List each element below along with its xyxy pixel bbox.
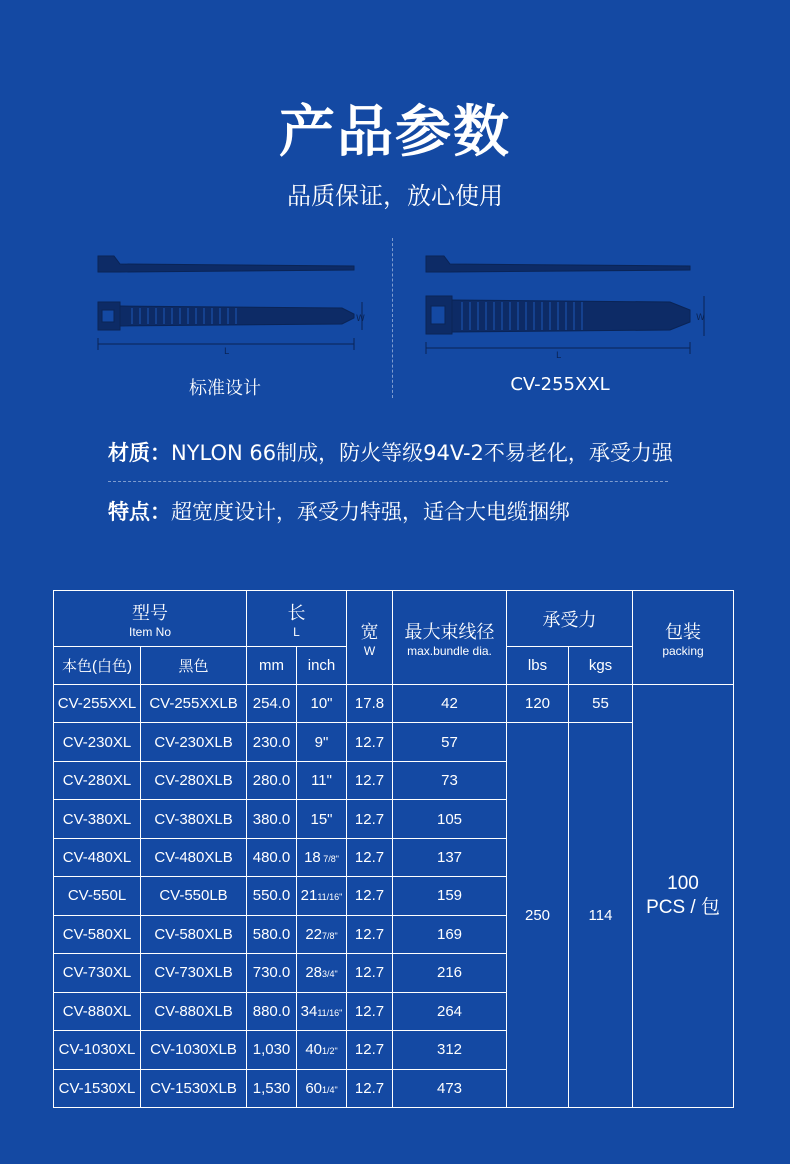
kgs-header: kgs [569,647,633,685]
length-mm: 1,030 [247,1031,297,1069]
length-mm: 480.0 [247,838,297,876]
length-mm: 730.0 [247,954,297,992]
bundle-value: 169 [393,915,507,953]
bundle-value: 473 [393,1069,507,1107]
page-title: 产品参数 [279,100,511,165]
length-mm: 1,530 [247,1069,297,1107]
length-inch: 11" [297,761,347,799]
natural-model: CV-580XL [54,915,141,953]
strength-lbs: 250 [507,723,569,1108]
packing-header: 包装 packing [633,591,734,685]
strength-header: 承受力 [507,591,633,647]
standard-design-label: 标准设计 [189,378,261,399]
spec-table [53,590,734,1108]
table-row [54,723,734,761]
table-row [54,685,734,723]
material-key: 材质： [108,441,171,465]
bundle-value: 137 [393,838,507,876]
black-model: CV-880XLB [141,992,247,1030]
natural-model: CV-1030XL [54,1031,141,1069]
page-subtitle: 品质保证，放心使用 [287,182,503,210]
xxl-tie-diagram [420,244,720,368]
width-value: 12.7 [347,1069,393,1107]
l-mark: L [224,347,230,357]
black-model: CV-230XLB [141,723,247,761]
black-model: CV-550LB [141,877,247,915]
bundle-value: 42 [393,685,507,723]
table-header-row-1 [54,591,734,647]
black-model: CV-480XLB [141,838,247,876]
natural-model: CV-880XL [54,992,141,1030]
length-mm: 880.0 [247,992,297,1030]
width-value: 17.8 [347,685,393,723]
feature-spec [108,496,570,526]
length-inch: 283/4" [297,954,347,992]
strength-lbs: 120 [507,685,569,723]
black-model: CV-730XLB [141,954,247,992]
length-inch: 10" [297,685,347,723]
length-inch: 9" [297,723,347,761]
material-spec [108,437,673,467]
black-model: CV-280XLB [141,761,247,799]
spec-divider [108,481,668,482]
natural-model: CV-480XL [54,838,141,876]
length-inch: 227/8" [297,915,347,953]
natural-color-header: 本色(白色) [54,647,141,685]
length-inch: 18 7/8" [297,838,347,876]
length-mm: 380.0 [247,800,297,838]
black-header: 黑色 [141,647,247,685]
length-mm: 230.0 [247,723,297,761]
length-mm: 280.0 [247,761,297,799]
width-value: 12.7 [347,723,393,761]
mm-header: mm [247,647,297,685]
width-value: 12.7 [347,1031,393,1069]
packing-value: 100 PCS / 包 [633,685,734,1108]
bundle-value: 57 [393,723,507,761]
natural-model: CV-380XL [54,800,141,838]
feature-key: 特点： [108,500,171,524]
black-model: CV-1030XLB [141,1031,247,1069]
width-value: 12.7 [347,992,393,1030]
width-value: 12.7 [347,838,393,876]
black-model: CV-580XLB [141,915,247,953]
bundle-value: 216 [393,954,507,992]
width-value: 12.7 [347,800,393,838]
black-model: CV-380XLB [141,800,247,838]
natural-model: CV-1530XL [54,1069,141,1107]
model-header: 型号 Item No [54,591,247,647]
black-model: CV-1530XLB [141,1069,247,1107]
width-value: 12.7 [347,761,393,799]
material-value: NYLON 66制成，防火等级94V-2不易老化，承受力强 [171,441,673,465]
inch-header: inch [297,647,347,685]
natural-model: CV-230XL [54,723,141,761]
bundle-value: 312 [393,1031,507,1069]
bundle-value: 264 [393,992,507,1030]
black-model: CV-255XXLB [141,685,247,723]
bundle-value: 159 [393,877,507,915]
length-inch: 601/4" [297,1069,347,1107]
length-mm: 254.0 [247,685,297,723]
natural-model: CV-280XL [54,761,141,799]
strength-kgs: 114 [569,723,633,1108]
bundle-header: 最大束线径 max.bundle dia. [393,591,507,685]
natural-model: CV-255XXL [54,685,141,723]
lbs-header: lbs [507,647,569,685]
xxl-model-label: CV-255XXL [510,374,610,395]
bundle-value: 105 [393,800,507,838]
length-inch: 401/2" [297,1031,347,1069]
width-value: 12.7 [347,877,393,915]
diagram-divider [392,238,393,398]
length-inch: 3411/16" [297,992,347,1030]
length-header: 长 L [247,591,347,647]
width-value: 12.7 [347,915,393,953]
width-header: 宽 W [347,591,393,685]
natural-model: CV-730XL [54,954,141,992]
length-inch: 15" [297,800,347,838]
natural-model: CV-550L [54,877,141,915]
width-value: 12.7 [347,954,393,992]
length-inch: 2111/16" [297,877,347,915]
l-mark-xxl: L [556,351,562,361]
w-mark: W [356,314,365,324]
w-mark-xxl: W [696,313,705,323]
strength-kgs: 55 [569,685,633,723]
bundle-value: 73 [393,761,507,799]
length-mm: 550.0 [247,877,297,915]
feature-value: 超宽度设计，承受力特强，适合大电缆捆绑 [171,500,570,524]
length-mm: 580.0 [247,915,297,953]
standard-tie-diagram [92,244,365,368]
